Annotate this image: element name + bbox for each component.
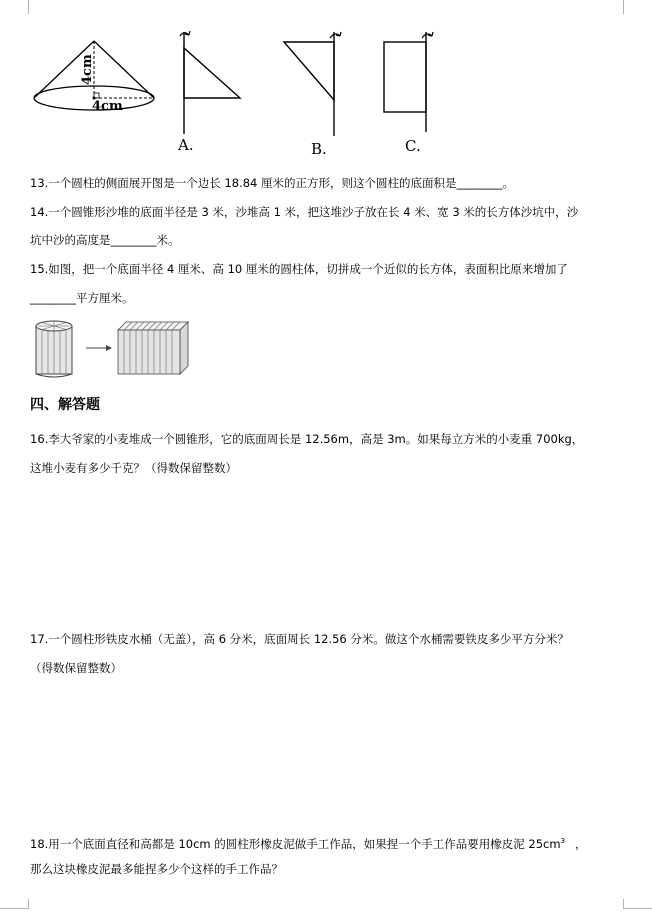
question-14-line2: 坑中沙的高度是________米。 xyxy=(30,233,180,247)
option-b-figure xyxy=(278,28,358,138)
cone-height-label: 4cm xyxy=(80,54,95,85)
problem-18-sup: 3 xyxy=(560,837,566,845)
option-a-figure xyxy=(170,28,250,138)
problem-18-text-b: ， xyxy=(575,836,587,851)
problem-18-line1 xyxy=(30,834,587,851)
problem-18-line2: 那么这块橡皮泥最多能捏多少个这样的手工作品？ xyxy=(30,862,283,876)
question-14-line1: 14.一个圆锥形沙堆的底面半径是 3 米，沙堆高 1 米，把这堆沙子放在长 4 米、宽 3 米的长方体沙坑中，沙 xyxy=(30,205,579,219)
problem-17-line2: （得数保留整数） xyxy=(30,661,122,675)
question-13: 13.一个圆柱的侧面展开图是一个边长 18.84 厘米的正方形，则这个圆柱的底面积是________。 xyxy=(30,176,515,190)
cylinder-to-cuboid-figure xyxy=(30,318,195,380)
problem-17-line1: 17.一个圆柱形铁皮水桶（无盖），高 6 分米，底面周长 12.56 分米。做这个水桶需要铁皮多少平方分米？ xyxy=(30,632,569,646)
option-a-label: A. xyxy=(178,136,194,154)
option-c-label: C. xyxy=(405,137,421,155)
problem-18-text-a: 18.用一个底面直径和高都是 10cm 的圆柱形橡皮泥做手工作品，如果捏一个手工作品要用橡皮泥 25cm xyxy=(30,836,561,851)
crop-mark-bottom-left-h xyxy=(0,908,28,909)
option-b-label: B. xyxy=(311,140,327,158)
crop-mark-top-left xyxy=(10,0,29,14)
question-15-line2: ________平方厘米。 xyxy=(30,291,134,305)
question-15-line1: 15.如图，把一个底面半径 4 厘米、高 10 厘米的圆柱体，切拼成一个近似的长方体，表面积比原来增加了 xyxy=(30,262,568,276)
problem-16-line1: 16.李大爷家的小麦堆成一个圆锥形，它的底面周长是 12.56m，高是 3m。如果每立方米的小麦重 700kg， xyxy=(30,432,584,446)
crop-mark-bottom-right-h xyxy=(624,908,652,909)
section-heading: 四、解答题 xyxy=(30,397,100,413)
option-c-figure xyxy=(376,28,446,138)
problem-16-line2: 这堆小麦有多少千克？（得数保留整数） xyxy=(30,461,237,475)
crop-mark-top-right xyxy=(623,0,642,14)
cone-radius-label: 4cm xyxy=(92,99,123,114)
